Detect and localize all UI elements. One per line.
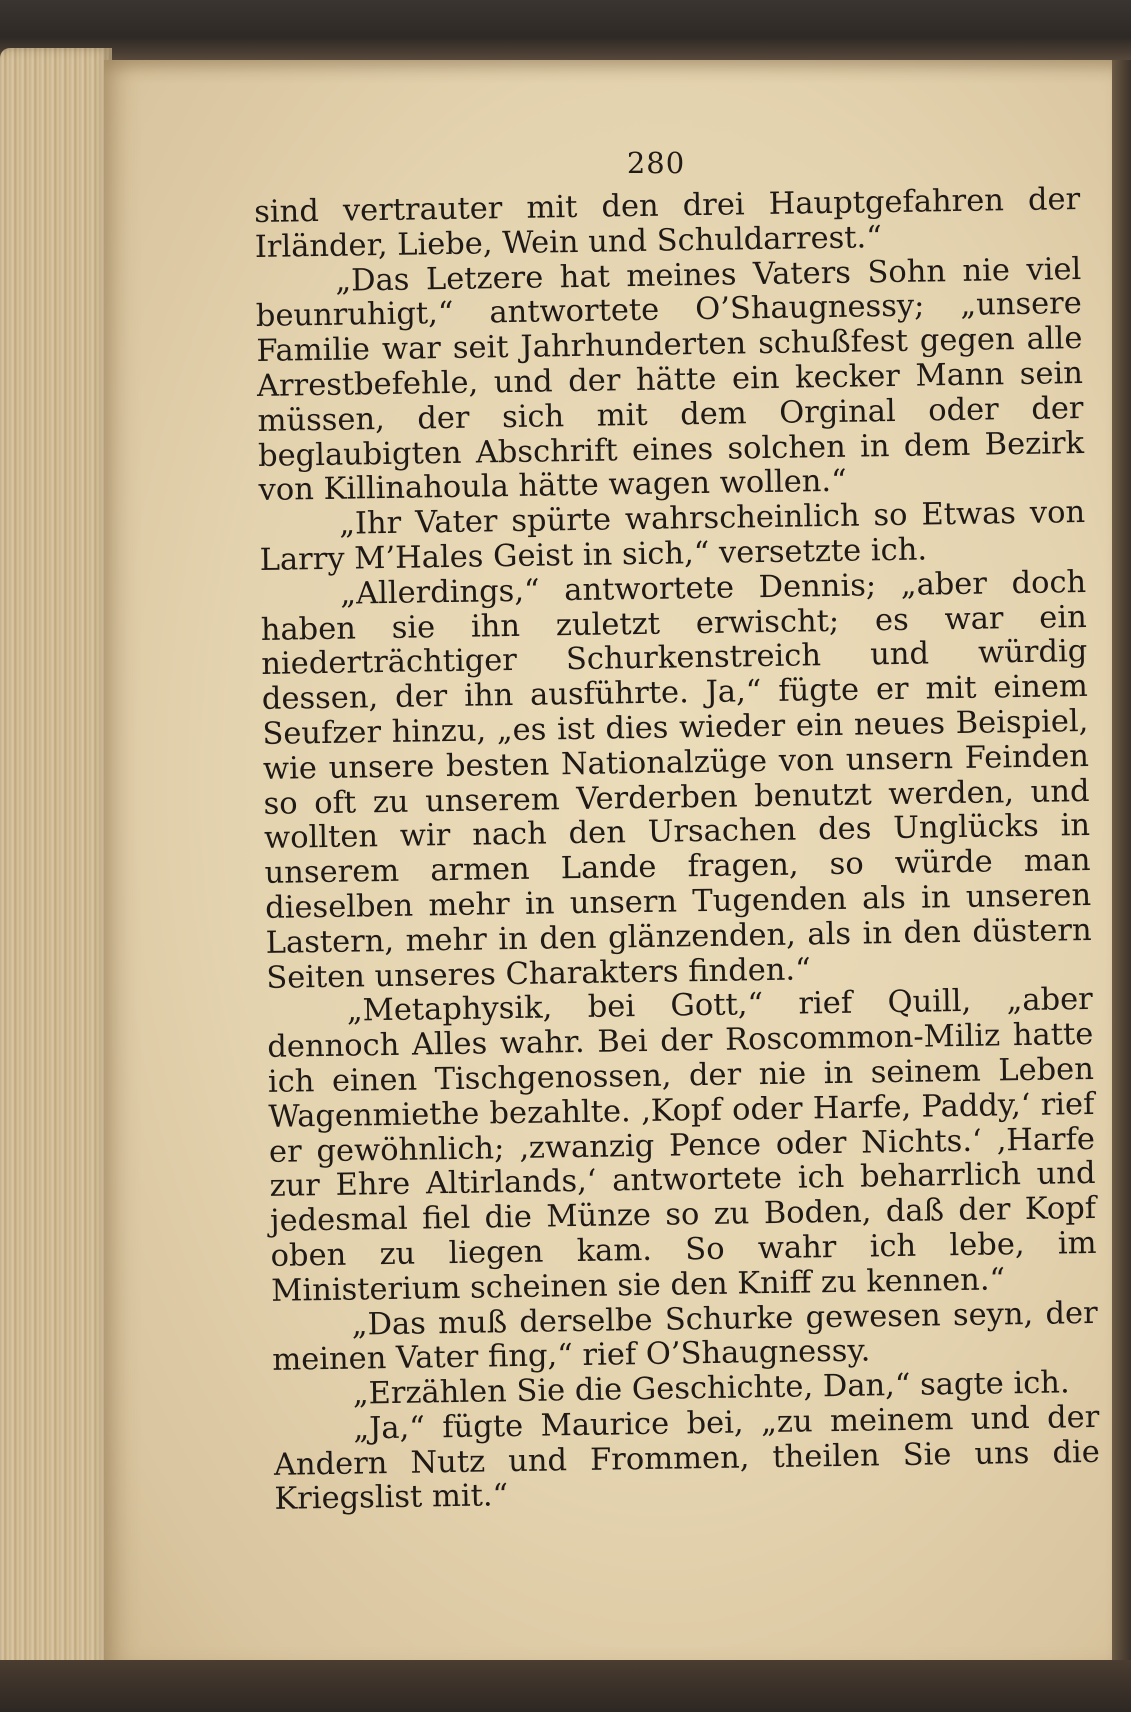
paragraph: „Erzählen Sie die Geschichte, Dan,“ sagte ich. <box>352 1365 1070 1412</box>
paragraph: „Das Letzere hat meines Vaters Sohn nie viel beunruhigt,“ antwortete O’Shaugnessy; „unsere Familie war seit Jahrhunderten schußfest gegen alle Arrestbefehle, und der hätte ein kecker Mann sein müssen, der sich mit dem Orginal oder der beglaubigten Abschrift eines solchen in dem Bezirk von Killinahoula hätte wagen wollen.“ <box>255 251 1085 509</box>
page-edges <box>0 48 112 1678</box>
paragraph: „Ja,“ fügte Maurice bei, „zu meinem und der Andern Nutz und Frommen, theilen Sie uns die Kriegslist mit.“ <box>273 1399 1101 1518</box>
paragraph: „Allerdings,“ antwortete Dennis; „aber doch haben sie ihn zuletzt erwischt; es war ein niederträchtiger Schurkenstreich und würdig dessen, der ihn ausführte. Ja,“ fügte er mit einem Seufzer hinzu, „es ist dies wieder ein neues Beispiel, wie unsere besten Nationalzüge von unsern Feinden so oft zu unserem Verderben benutzt werden, und wollten wir nach den Ursachen des Unglücks in unserem armen Lande fragen, so würde man dieselben mehr in unsern Tugenden als in unseren Lastern, mehr in den glänzenden, als in den düstern Seiten unseres Charakters finden.“ <box>260 564 1092 996</box>
gutter-right <box>1112 60 1131 1670</box>
binding-top <box>0 0 1131 62</box>
paragraph: „Ihr Vater spürte wahrscheinlich so Etwas von Larry M’Hales Geist in sich,“ versetzte ich. <box>259 495 1086 578</box>
binding-bottom <box>0 1660 1131 1712</box>
page-number: 280 <box>626 146 686 180</box>
paragraph: sind vertrauter mit den drei Hauptgefahren der Irländer, Liebe, Wein und Schuldarrest.“ <box>253 182 1081 265</box>
paragraph: „Metaphysik, bei Gott,“ rief Quill, „aber dennoch Alles wahr. Bei der Roscommon-Miliz hatte ich einen Tischgenossen, der nie in seinem Leben Wagenmiethe bezahlte. ‚Kopf oder Harfe, Paddy,‘ rief er gewöhnlich; ‚zwanzig Pence oder Nichts.‘ ‚Harfe zur Ehre Altirlands,‘ antwortete ich beharrlich und jedesmal fiel die Münze so zu Boden, daß der Kopf oben zu liegen kam. So wahr ich lebe, im Ministerium scheinen sie den Kniff zu kennen.“ <box>267 982 1097 1309</box>
paragraph: „Das muß derselbe Schurke gewesen seyn, der meinen Vater fing,“ rief O’Shaugnessy. <box>272 1295 1098 1379</box>
body-text <box>254 183 1101 1518</box>
